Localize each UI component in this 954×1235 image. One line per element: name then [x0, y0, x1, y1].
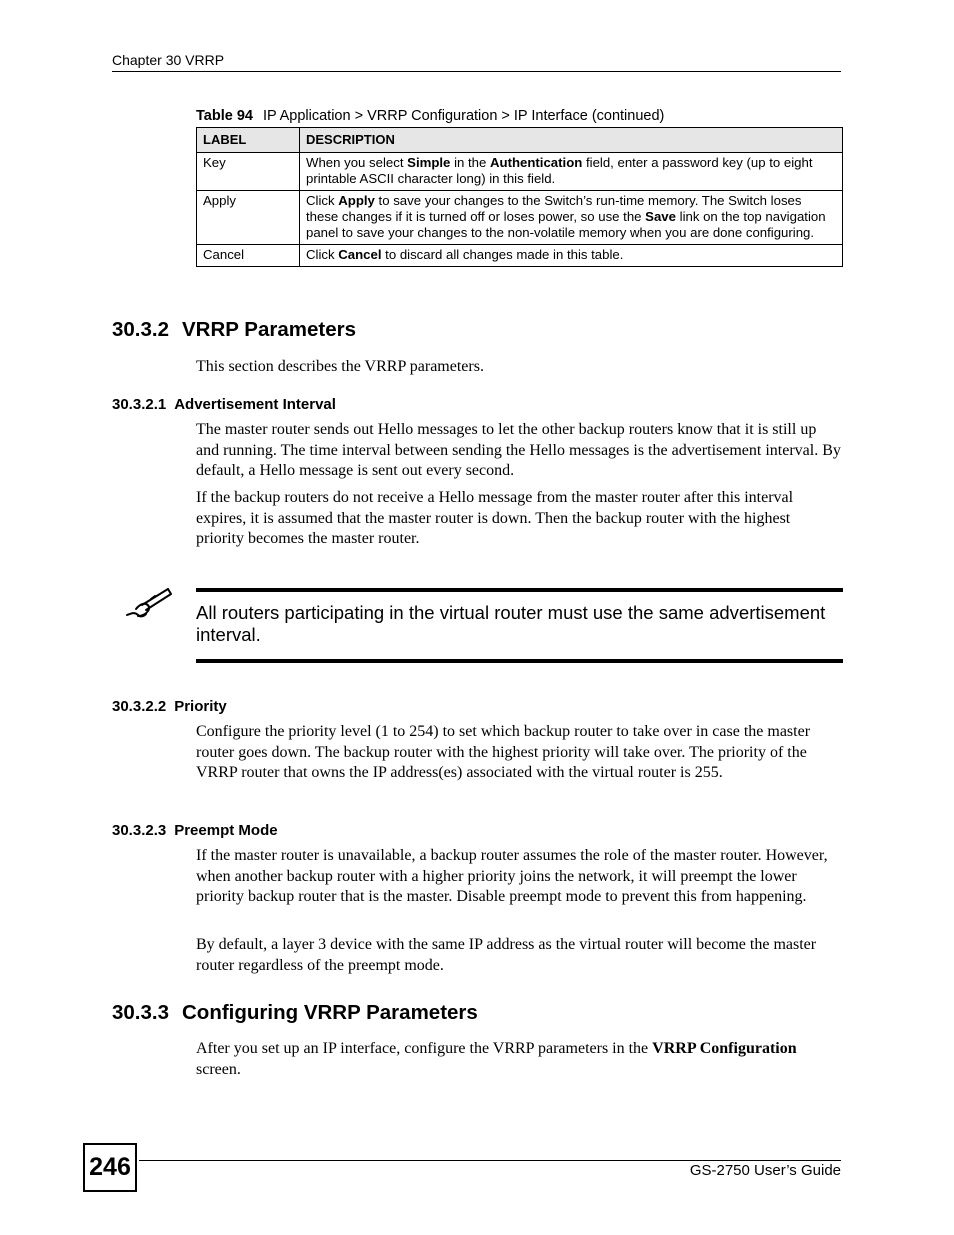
description-text: Click [306, 247, 339, 262]
subsection-heading-preempt-mode [112, 822, 278, 839]
subsection-number: 30.3.2.1 [112, 396, 167, 413]
table-caption-text: IP Application > VRRP Configuration > IP Interface (continued) [262, 108, 665, 124]
section-number: 30.3.3 [112, 1001, 169, 1024]
body-paragraph: By default, a layer 3 device with the same IP address as the virtual router will become the master router regardless of the preempt mode. [196, 936, 817, 974]
description-text: Click [306, 193, 339, 208]
description-text: When you select [306, 155, 408, 170]
description-text: to discard all changes made in this table. [381, 247, 624, 262]
header-rule [112, 71, 841, 72]
description-text: field, enter a password key (up to eight printable ASCII character long) in this field. [306, 155, 813, 186]
table-header-row [197, 128, 843, 153]
table-row-label: Apply [197, 191, 300, 245]
subsection-title: Priority [174, 698, 227, 715]
subsection-title: Preempt Mode [174, 822, 278, 839]
section-heading-vrrp-parameters [112, 318, 356, 342]
body-paragraph: If the backup routers do not receive a Hello message from the master router after this interval expires, it is assumed that the master router is down. Then the backup router with the highest priority becomes the master router. [196, 489, 794, 547]
table-header-label: LABEL [197, 128, 300, 153]
section-title: Configuring VRRP Parameters [182, 1001, 478, 1024]
section-number: 30.3.2 [112, 318, 169, 341]
table-row [197, 191, 843, 245]
body-paragraph: Configure the priority level (1 to 254) to set which backup router to take over in case the master router goes down. The backup router with the highest priority will take over. The priority of the VRRP router that owns the IP address(es) associated with the virtual router is 255. [196, 723, 811, 781]
note-text: All routers participating in the virtual router must use the same advertisement interval. [196, 602, 826, 645]
page-number: 246 [83, 1143, 137, 1192]
table-caption [196, 108, 664, 124]
description-text: to save your changes to the Switch’s run-time memory. The Switch loses these changes if it is turned off or loses power, so use the [306, 193, 802, 224]
section-intro-paragraph: This section describes the VRRP parameters. [196, 358, 484, 375]
table-row-description [300, 191, 843, 245]
table-row [197, 245, 843, 267]
table-row-label: Cancel [197, 245, 300, 267]
body-text: After you set up an IP interface, configure the VRRP parameters in the [196, 1040, 653, 1057]
table-row-description [300, 245, 843, 267]
description-bold-text: Apply [338, 193, 375, 208]
section-title: VRRP Parameters [182, 318, 356, 341]
footer-guide-title: GS-2750 User’s Guide [689, 1162, 841, 1179]
table-caption-number: Table 94 [196, 108, 253, 124]
body-text: screen. [196, 1060, 241, 1078]
note-top-rule [196, 588, 843, 592]
table-row-description [300, 153, 843, 191]
note-bottom-rule [196, 659, 843, 663]
description-bold-text: Simple [407, 155, 451, 170]
body-paragraph: If the master router is unavailable, a backup router assumes the role of the master router. However, when another backup router with a higher priority joins the network, it will preempt the lower priority backup router that is the master. Disable preempt mode to prevent this from happening. [196, 847, 828, 905]
subsection-number: 30.3.2.3 [112, 822, 167, 839]
table-row [197, 153, 843, 191]
body-paragraph [196, 1039, 841, 1080]
subsection-title: Advertisement Interval [174, 396, 336, 413]
description-bold-text: Cancel [338, 247, 382, 262]
table-row-label: Key [197, 153, 300, 191]
table-header-description: DESCRIPTION [300, 128, 843, 153]
section-heading-configuring-vrrp-parameters [112, 1001, 478, 1025]
description-text: link on the top navigation panel to save your changes to the non-volatile memory when you are done configuring. [306, 209, 826, 240]
footer-rule [139, 1160, 841, 1161]
running-header: Chapter 30 VRRP [112, 52, 225, 68]
description-bold-text: Save [645, 209, 676, 224]
subsection-number: 30.3.2.2 [112, 698, 167, 715]
subsection-heading-advertisement-interval [112, 396, 336, 413]
subsection-heading-priority [112, 698, 227, 715]
description-text: in the [450, 155, 490, 170]
body-paragraph: The master router sends out Hello messages to let the other backup routers know that it is still up and running. The time interval between sending the Hello messages is the advertisement interval. By default, a Hello message is sent out every second. [196, 421, 841, 479]
screen-name-bold: VRRP Configuration [652, 1040, 797, 1057]
writing-hand-icon [124, 586, 174, 622]
description-bold-text: Authentication [490, 155, 583, 170]
description-table [196, 127, 843, 267]
